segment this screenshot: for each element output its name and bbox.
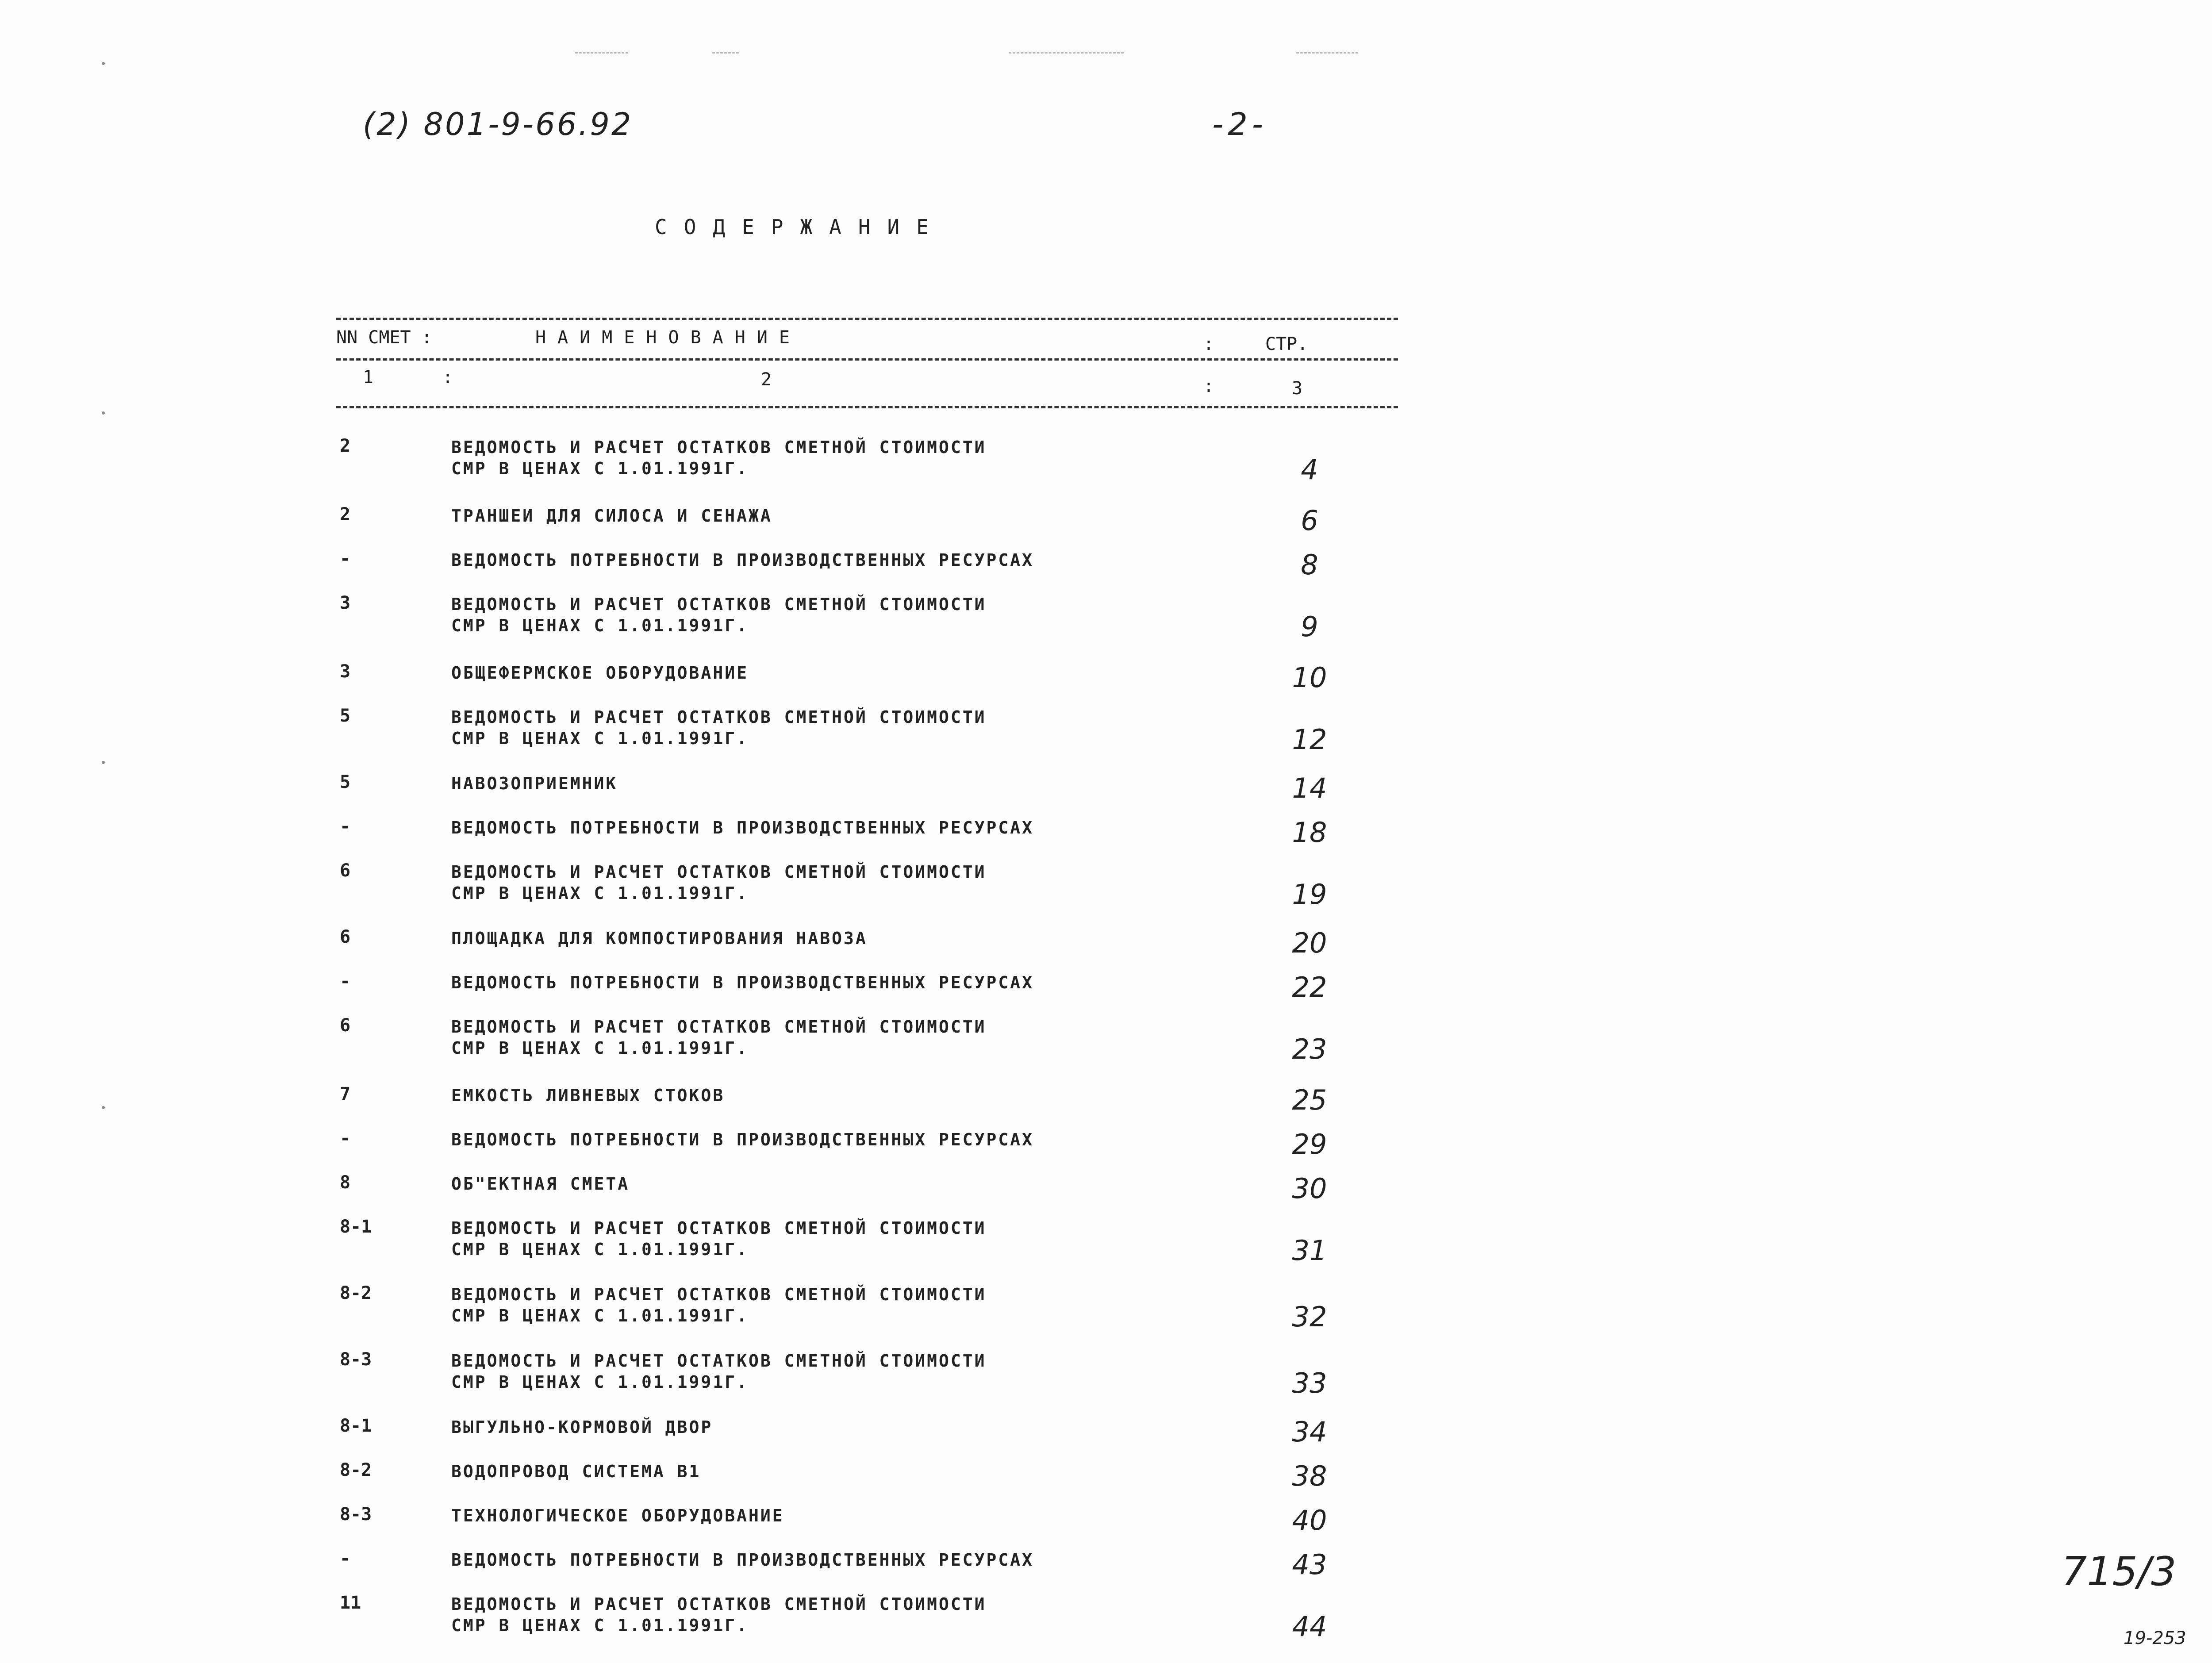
row-number: 3 (340, 661, 351, 682)
document-code: (2) 801-9-66.92 (363, 106, 633, 142)
row-title: ВЕДОМОСТЬ ПОТРЕБНОСТИ В ПРОИЗВОДСТВЕННЫХ РЕСУРСАХ (451, 818, 1034, 837)
row-page-number: 14 (1292, 772, 1327, 804)
scan-speck (102, 411, 105, 415)
row-number: - (340, 816, 351, 837)
row-number: - (340, 549, 351, 569)
scan-artifact-line (575, 52, 628, 54)
scan-speck (102, 62, 105, 65)
row-number: 8-3 (340, 1504, 372, 1525)
table-rule-bottom (336, 406, 1398, 408)
page-number: -2- (1212, 106, 1268, 142)
row-number: 3 (340, 593, 351, 613)
col1-header: NN СМЕТ : (336, 327, 432, 348)
row-number: - (340, 1128, 351, 1148)
col1-index-separator: : (442, 367, 453, 388)
row-page-number: 18 (1292, 816, 1327, 849)
row-page-number: 32 (1292, 1301, 1327, 1333)
row-page-number: 10 (1292, 661, 1327, 694)
row-title: ВЫГУЛЬНО-КОРМОВОЙ ДВОР (451, 1417, 713, 1437)
row-title: ВЕДОМОСТЬ И РАСЧЕТ ОСТАТКОВ СМЕТНОЙ СТОИМОСТИ СМР В ЦЕНАХ С 1.01.1991Г. (451, 862, 987, 903)
col3-index: 3 (1292, 378, 1303, 399)
row-number: 5 (340, 706, 351, 726)
row-number: 8 (340, 1172, 351, 1193)
page-title: СОДЕРЖАНИЕ (655, 215, 945, 239)
row-title: ВЕДОМОСТЬ ПОТРЕБНОСТИ В ПРОИЗВОДСТВЕННЫХ РЕСУРСАХ (451, 973, 1034, 992)
row-title: ВЕДОМОСТЬ ПОТРЕБНОСТИ В ПРОИЗВОДСТВЕННЫХ РЕСУРСАХ (451, 1550, 1034, 1570)
row-title: ВЕДОМОСТЬ ПОТРЕБНОСТИ В ПРОИЗВОДСТВЕННЫХ РЕСУРСАХ (451, 550, 1034, 570)
row-number: - (340, 1548, 351, 1569)
row-title: ТРАНШЕИ ДЛЯ СИЛОСА И СЕНАЖА (451, 506, 772, 526)
row-page-number: 38 (1292, 1460, 1327, 1492)
row-title: НАВОЗОПРИЕМНИК (451, 774, 618, 793)
row-page-number: 31 (1292, 1234, 1327, 1267)
row-title: ЕМКОСТЬ ЛИВНЕВЫХ СТОКОВ (451, 1086, 725, 1105)
row-page-number: 29 (1292, 1128, 1327, 1160)
col1-index: 1 (363, 367, 374, 388)
row-number: 2 (340, 436, 351, 456)
row-number: 8-1 (340, 1416, 372, 1436)
row-page-number: 34 (1292, 1416, 1327, 1448)
row-number: 6 (340, 860, 351, 881)
row-number: 8-3 (340, 1349, 372, 1370)
scan-speck (102, 761, 105, 764)
row-page-number: 23 (1292, 1033, 1327, 1065)
row-title: ВЕДОМОСТЬ И РАСЧЕТ ОСТАТКОВ СМЕТНОЙ СТОИМОСТИ СМР В ЦЕНАХ С 1.01.1991Г. (451, 1351, 987, 1392)
scan-artifact-line (712, 52, 739, 54)
row-page-number: 22 (1292, 971, 1327, 1003)
col2-header: НАИМЕНОВАНИЕ (535, 327, 801, 348)
row-title: ОБ"ЕКТНАЯ СМЕТА (451, 1174, 630, 1194)
row-page-number: 20 (1292, 927, 1327, 959)
row-number: 5 (340, 772, 351, 792)
row-title: ВЕДОМОСТЬ ПОТРЕБНОСТИ В ПРОИЗВОДСТВЕННЫХ РЕСУРСАХ (451, 1130, 1034, 1149)
row-number: 8-2 (340, 1283, 372, 1303)
row-number: - (340, 971, 351, 991)
col3-separator: : (1203, 334, 1214, 354)
table-rule-top (336, 318, 1398, 320)
row-page-number: 12 (1292, 723, 1327, 756)
row-title: ВЕДОМОСТЬ И РАСЧЕТ ОСТАТКОВ СМЕТНОЙ СТОИМОСТИ СМР В ЦЕНАХ С 1.01.1991Г. (451, 1017, 987, 1058)
row-title: ВЕДОМОСТЬ И РАСЧЕТ ОСТАТКОВ СМЕТНОЙ СТОИМОСТИ СМР В ЦЕНАХ С 1.01.1991Г. (451, 438, 987, 478)
row-title: ВЕДОМОСТЬ И РАСЧЕТ ОСТАТКОВ СМЕТНОЙ СТОИМОСТИ СМР В ЦЕНАХ С 1.01.1991Г. (451, 707, 987, 748)
row-title: ВЕДОМОСТЬ И РАСЧЕТ ОСТАТКОВ СМЕТНОЙ СТОИМОСТИ СМР В ЦЕНАХ С 1.01.1991Г. (451, 1594, 987, 1635)
row-number: 8-2 (340, 1460, 372, 1480)
row-title: ВЕДОМОСТЬ И РАСЧЕТ ОСТАТКОВ СМЕТНОЙ СТОИМОСТИ СМР В ЦЕНАХ С 1.01.1991Г. (451, 1218, 987, 1259)
row-number: 6 (340, 927, 351, 947)
row-title: ОБЩЕФЕРМСКОЕ ОБОРУДОВАНИЕ (451, 663, 749, 683)
row-page-number: 33 (1292, 1367, 1327, 1399)
row-page-number: 43 (1292, 1548, 1327, 1581)
archive-stamp-sub: 19-253 (2124, 1628, 2186, 1648)
row-title: ТЕХНОЛОГИЧЕСКОЕ ОБОРУДОВАНИЕ (451, 1506, 784, 1525)
scan-artifact-line (1296, 52, 1358, 54)
row-title: ПЛОЩАДКА ДЛЯ КОМПОСТИРОВАНИЯ НАВОЗА (451, 929, 868, 948)
col3-header: СТР. (1265, 334, 1308, 354)
row-page-number: 9 (1301, 611, 1318, 643)
row-page-number: 6 (1301, 504, 1318, 537)
scan-speck (102, 1106, 105, 1109)
scan-artifact-line (1009, 52, 1124, 54)
row-number: 2 (340, 504, 351, 525)
row-title: ВОДОПРОВОД СИСТЕМА В1 (451, 1462, 701, 1481)
archive-stamp: 715/3 (2062, 1548, 2177, 1595)
row-page-number: 40 (1292, 1504, 1327, 1536)
col3-index-separator: : (1203, 376, 1214, 396)
row-page-number: 30 (1292, 1172, 1327, 1205)
row-number: 11 (340, 1593, 361, 1613)
row-page-number: 44 (1292, 1610, 1327, 1643)
col2-index: 2 (761, 369, 772, 390)
row-number: 8-1 (340, 1217, 372, 1237)
table-rule-mid (336, 358, 1398, 361)
row-number: 7 (340, 1084, 351, 1104)
row-page-number: 8 (1301, 549, 1318, 581)
row-page-number: 25 (1292, 1084, 1327, 1116)
row-number: 6 (340, 1015, 351, 1036)
row-page-number: 4 (1301, 453, 1318, 486)
row-title: ВЕДОМОСТЬ И РАСЧЕТ ОСТАТКОВ СМЕТНОЙ СТОИМОСТИ СМР В ЦЕНАХ С 1.01.1991Г. (451, 595, 987, 635)
row-page-number: 19 (1292, 878, 1327, 910)
row-title: ВЕДОМОСТЬ И РАСЧЕТ ОСТАТКОВ СМЕТНОЙ СТОИМОСТИ СМР В ЦЕНАХ С 1.01.1991Г. (451, 1285, 987, 1325)
